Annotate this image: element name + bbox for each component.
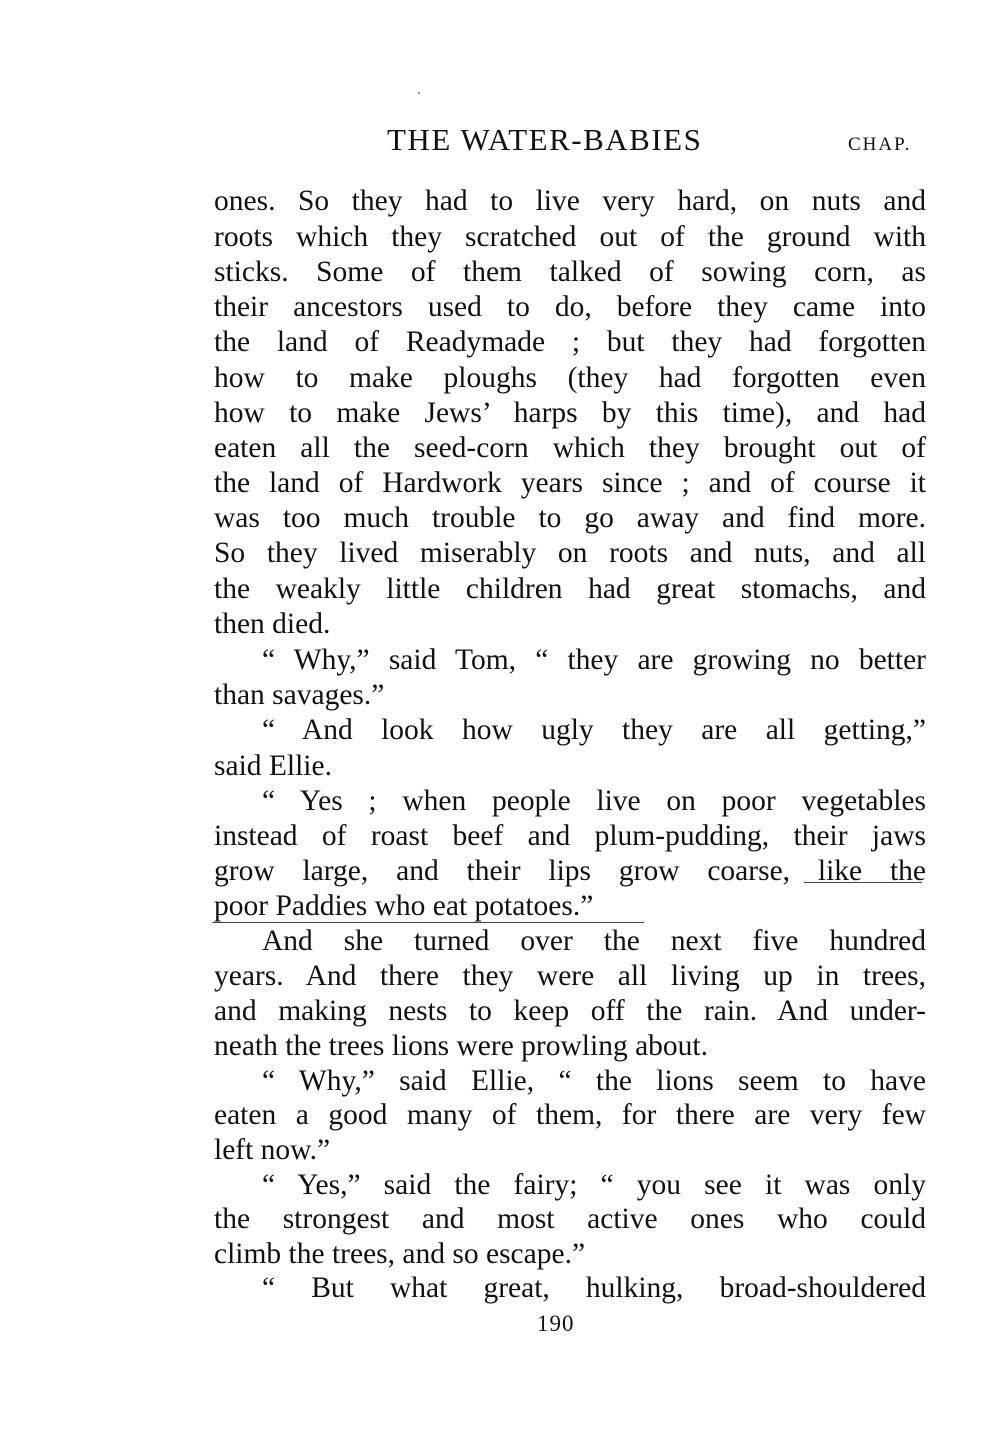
text-line-26: “ Why,” said Ellie, “ the lions seem to have: [262, 1065, 926, 1097]
text-line-24: and making nests to keep off the rain. And under-: [214, 995, 926, 1027]
text-line-28: left now.”: [214, 1134, 331, 1166]
text-line-29: “ Yes,” said the fairy; “ you see it was only: [262, 1169, 926, 1201]
text-line-1: ones. So they had to live very hard, on nuts and: [214, 185, 926, 217]
text-line-20: grow large, and their lips grow coarse, like the: [214, 855, 926, 887]
running-title: THE WATER-BABIES: [387, 122, 703, 157]
print-speck: [418, 92, 420, 94]
text-line-3: sticks. Some of them talked of sowing corn, as: [214, 256, 926, 288]
text-line-19: instead of roast beef and plum-pudding, their jaws: [214, 820, 926, 852]
text-line-15: than savages.”: [214, 679, 385, 711]
pencil-underline-2: [212, 922, 644, 923]
pencil-underline-1: [804, 882, 922, 883]
text-line-9: the land of Hardwork years since ; and of course it: [214, 467, 926, 499]
text-line-2: roots which they scratched out of the ground with: [214, 221, 926, 253]
text-line-25: neath the trees lions were prowling about.: [214, 1030, 708, 1062]
text-line-30: the strongest and most active ones who could: [214, 1203, 926, 1235]
text-line-4: their ancestors used to do, before they came into: [214, 291, 926, 323]
text-line-8: eaten all the seed-corn which they brought out of: [214, 432, 926, 464]
text-line-6: how to make ploughs (they had forgotten even: [214, 362, 926, 394]
page-number: 190: [537, 1311, 575, 1336]
text-line-23: years. And there they were all living up in trees,: [214, 960, 926, 992]
text-line-32: “ But what great, hulking, broad-shouldered: [262, 1272, 926, 1304]
text-line-14: “ Why,” said Tom, “ they are growing no better: [262, 644, 926, 676]
text-line-13: then died.: [214, 608, 331, 640]
text-line-21: poor Paddies who eat potatoes.”: [214, 890, 594, 922]
text-line-31: climb the trees, and so escape.”: [214, 1238, 586, 1270]
text-line-17: said Ellie.: [214, 750, 332, 782]
chapter-label: CHAP.: [848, 134, 912, 155]
text-line-22: And she turned over the next five hundred: [262, 925, 926, 957]
text-line-27: eaten a good many of them, for there are very few: [214, 1099, 926, 1131]
text-line-12: the weakly little children had great stomachs, and: [214, 573, 926, 605]
text-line-16: “ And look how ugly they are all getting,”: [262, 714, 926, 746]
text-line-7: how to make Jews’ harps by this time), and had: [214, 397, 926, 429]
text-line-10: was too much trouble to go away and find more.: [214, 502, 926, 534]
text-line-18: “ Yes ; when people live on poor vegetables: [262, 785, 926, 817]
text-line-5: the land of Readymade ; but they had forgotten: [214, 326, 926, 358]
text-line-11: So they lived miserably on roots and nuts, and all: [214, 537, 926, 569]
